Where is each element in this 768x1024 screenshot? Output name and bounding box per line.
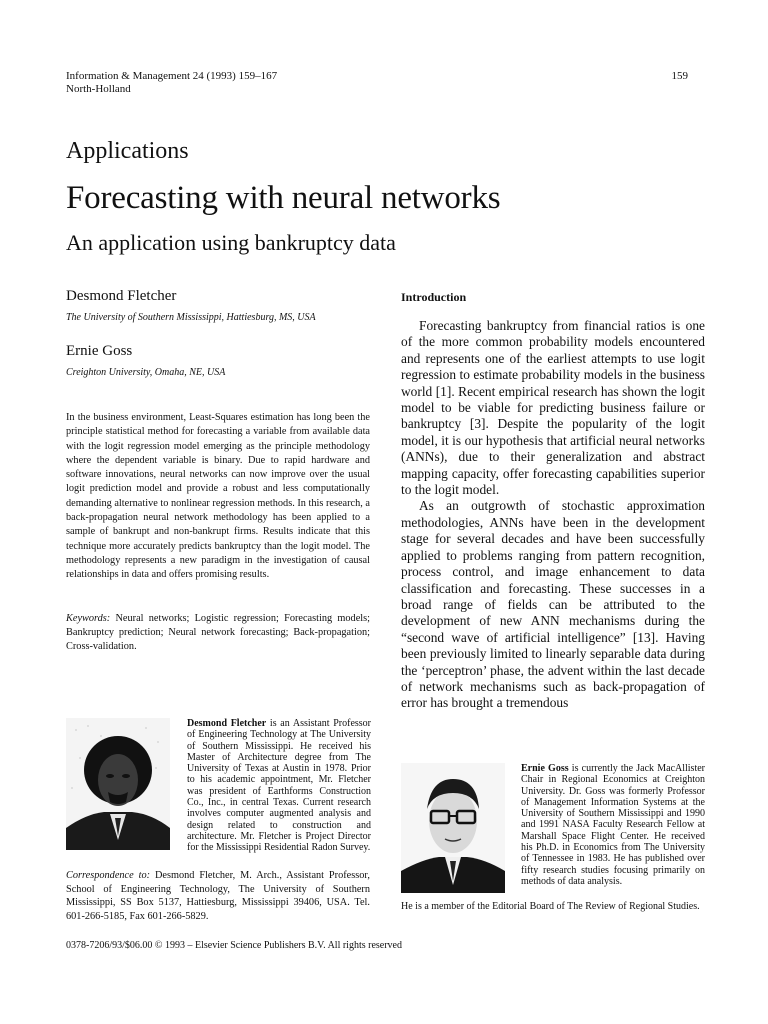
abstract-text: In the business environment, Least-Squares estimation has long been the principle statistical method for forecasting a variable from available data with the logit regression model emerging as the principle methodology where the dependent variable is binary. Due to rapid hardware and software innovations, neural networks can now improve over the usual logit prediction model and provide a robust and less computationally demanding alternative to nonlinear regression methods. In this research, a back-propagation neural network methodology has been applied to a sample of bankrupt and non-bankrupt firms. Results indicate that this technique more accurately predicts bankruptcy than the logit model. The methodology represents a new paradigm in the investigation of causal relationships in data and offers promising results. (66, 412, 370, 581)
keywords-text: Neural networks; Logistic regression; Forecasting models; Bankruptcy prediction; Neural network forecasting; Back-propagation; Cross-validation. (66, 613, 370, 652)
portrait-image (66, 718, 170, 850)
paragraph: Forecasting bankruptcy from financial ratios is one of the more common probability models encountered and represents one of the earliest attempts to use logit regression to estimate probability models in the business world [1]. Recent empirical research has shown the logit model to be viable for predicting business failure or bankruptcy [3]. Despite the popularity of the logit model, it is our hypothesis that artificial neural networks (ANNs), due to their generalization and abstract mapping capacity, offer forecasting capabilities superior to the logit model. (401, 318, 705, 498)
bio-name: Ernie Goss (521, 763, 569, 774)
page-number: 159 (671, 70, 688, 82)
introduction-body (401, 318, 705, 712)
portrait-image (401, 763, 505, 893)
journal-line: Information & Management 24 (1993) 159–167 (66, 70, 278, 82)
author-affiliation: Creighton University, Omaha, NE, USA (66, 367, 226, 378)
paragraph: As an outgrowth of stochastic approximation methodologies, ANNs have been in the development stage for several decades and have been successfully applied to problems ranging from pattern recognition, process control, and image enhancement to data classification and forecasting. These successes in a broad range of fields can be attributed to the development of new ANN mechanisms during the “second wave of artificial intelligence” [13]. Having been previously limited to linearly separable data during the ‘perceptron’ phase, the advent within the last decade of network mechanisms such as back-propagation of error has brought a tremendous (401, 498, 705, 711)
bio-text: is currently the Jack MacAllister Chair in Regional Economics at Creighton University. Dr. Goss was formerly Professor of Management Information Systems at the University of Southern Mississippi and 1990 and 1991 NASA Faculty Research Fellow at Marshall Space Flight Center. He received his Ph.D. in Economics from The University of Tennessee in 1983. He has published over fifty research studies focusing primarily on methods of data analysis. (521, 763, 705, 887)
author-photo-fletcher (66, 718, 170, 850)
author-photo-goss (401, 763, 505, 893)
correspondence-text: Desmond Fletcher, M. Arch., Assistant Professor, School of Engineering Technology, The University of Southern Mississippi, SS Box 5137, Hattiesburg, Mississippi 39406, USA. Tel. 601-266-5185, Fax 601-266-5829. (66, 870, 370, 922)
bio-fletcher-upper (187, 718, 371, 854)
introduction-heading: Introduction (401, 290, 467, 304)
author-name: Desmond Fletcher (66, 288, 177, 304)
bio-text: is an Assistant Professor of Engineering Technology at The University of Southern Mississippi. He received his Master of Architecture degree from The University of Texas at Austin in 1978. Prior to his academic appointment, Mr. Fletcher was president of Earthforms Construction Co., Inc., in central Texas. Current research involves computer augmented analysis and design related to construction and architecture. Mr. Fletcher is Project Director for the Mississippi Residential Radon Survey. (187, 718, 371, 854)
correspondence (66, 869, 370, 923)
bio-name: Desmond Fletcher (187, 718, 267, 729)
paper-title: Forecasting with neural networks (66, 180, 501, 216)
keywords-label: Keywords: (66, 613, 111, 624)
bio-goss-tail: He is a member of the Editorial Board of The Review of Regional Studies. (401, 901, 700, 912)
abstract (66, 411, 370, 583)
author-affiliation: The University of Southern Mississippi, Hattiesburg, MS, USA (66, 312, 316, 323)
section-label: Applications (66, 138, 189, 164)
correspondence-label: Correspondence to: (66, 870, 151, 881)
author-name: Ernie Goss (66, 343, 133, 359)
bio-goss-upper (521, 763, 705, 887)
publisher-line: North-Holland (66, 83, 131, 95)
keywords (66, 612, 370, 654)
paper-subtitle: An application using bankruptcy data (66, 230, 396, 255)
journal-citation (66, 70, 277, 96)
copyright-footer: 0378-7206/93/$06.00 © 1993 – Elsevier Science Publishers B.V. All rights reserved (66, 940, 402, 951)
